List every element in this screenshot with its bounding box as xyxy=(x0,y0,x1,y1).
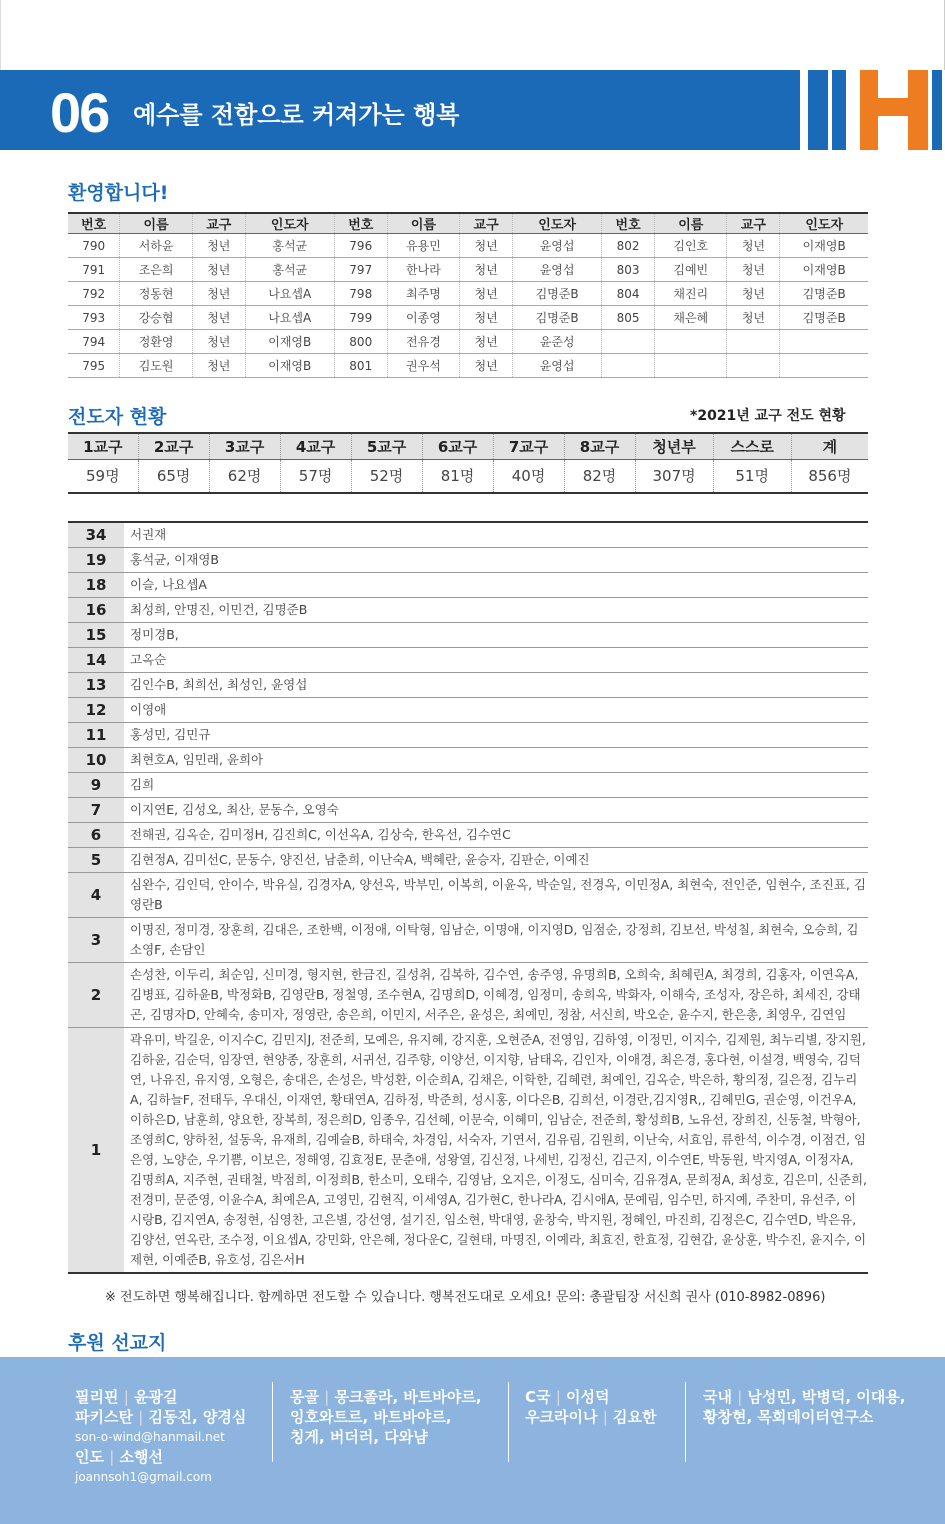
email-text: joannsoh1@gmail.com xyxy=(75,1470,212,1484)
welcome-table xyxy=(68,212,868,378)
district-count: 40명 xyxy=(493,459,564,493)
column-header: 인도자 xyxy=(780,213,868,234)
district-header: 4교구 xyxy=(280,433,351,459)
district-count: 57명 xyxy=(280,459,351,493)
table-cell: 793 xyxy=(68,306,120,330)
ranking-row xyxy=(68,573,868,598)
evangelist-count: 5 xyxy=(68,848,124,873)
table-cell: 청년 xyxy=(727,234,780,258)
table-cell: 청년 xyxy=(192,330,245,354)
ranking-table xyxy=(68,521,868,1274)
table-cell: 청년 xyxy=(460,330,513,354)
ranking-row xyxy=(68,698,868,723)
ranking-row xyxy=(68,798,868,823)
evangelist-names: 이명진, 정미경, 장훈희, 김대은, 조한백, 이정애, 이탁형, 임남순, 이명애, 이지영D, 임점순, 강정희, 김보선, 박성칠, 최현숙, 오승희, 김소영F, 손담인 xyxy=(124,918,868,963)
table-cell: 김인호 xyxy=(655,234,727,258)
district-header: 청년부 xyxy=(635,433,713,459)
table-cell: 797 xyxy=(334,258,387,282)
column-header: 교구 xyxy=(460,213,513,234)
evangelist-names: 고옥순 xyxy=(124,648,868,673)
evangelist-names: 손성찬, 이두리, 최순임, 신미경, 형지현, 한금진, 길성취, 김복하, 김수연, 송주영, 유명희B, 오희숙, 최혜린A, 최경희, 김홍자, 이연옥A, 김병표, 김하윤B, 박정화B, 김영란B, 정철영, 조수현A, 김명희D, 이혜경, 임정미, 송희옥, 박화자, 이해숙, 조성자, 장은하, 최세진, 강태곤, 김명자D, 안혜숙, 송미자, 정영란, 송은희, 이민지, 서주은, 윤성은, 최예민, 정참, 서신희, 박오순, 윤수지, 한은총, 최영우, 김연임 xyxy=(124,963,868,1028)
evangelist-count: 7 xyxy=(68,798,124,823)
table-row xyxy=(68,282,868,306)
evangelist-count: 15 xyxy=(68,623,124,648)
table-cell: 김명준B xyxy=(513,282,602,306)
missionary-names: 이성덕 xyxy=(566,1388,610,1406)
evangelist-names: 최현호A, 임민래, 윤희아 xyxy=(124,748,868,773)
evangelist-count: 9 xyxy=(68,773,124,798)
support-col-2: 몽골 | 몽크졸라, 바트바야르, 잉호와트르, 바트바야르, 칭게, 버더러, 다와냠 xyxy=(290,1388,482,1446)
district-header: 1교구 xyxy=(68,433,138,459)
district-count: 307명 xyxy=(635,459,713,493)
district-count: 52명 xyxy=(351,459,422,493)
table-cell: 청년 xyxy=(460,234,513,258)
table-cell: 799 xyxy=(334,306,387,330)
evangelism-table xyxy=(68,432,868,494)
missionary-names: 윤광길 xyxy=(134,1388,178,1406)
country-label: 국내 xyxy=(703,1388,732,1406)
evangelist-count: 10 xyxy=(68,748,124,773)
evangelist-count: 13 xyxy=(68,673,124,698)
divider xyxy=(272,1382,273,1462)
country-label: 필리핀 xyxy=(75,1388,119,1406)
district-count: 51명 xyxy=(713,459,791,493)
table-cell: 청년 xyxy=(192,306,245,330)
evangelist-names: 홍성민, 김민규 xyxy=(124,723,868,748)
evangelism-title: 전도자 현황 xyxy=(68,406,167,428)
table-cell: 803 xyxy=(602,258,655,282)
column-header: 번호 xyxy=(602,213,655,234)
column-header: 교구 xyxy=(727,213,780,234)
table-cell xyxy=(602,330,655,354)
table-cell: 김명준B xyxy=(780,282,868,306)
table-cell: 윤영섭 xyxy=(513,234,602,258)
table-cell: 나요셉A xyxy=(245,306,334,330)
column-header: 번호 xyxy=(334,213,387,234)
column-header: 번호 xyxy=(68,213,120,234)
section-title: 예수를 전함으로 커져가는 행복 xyxy=(133,101,460,129)
table-cell: 서하윤 xyxy=(120,234,192,258)
ranking-row xyxy=(68,648,868,673)
table-cell: 윤영섭 xyxy=(513,258,602,282)
evangelist-names: 김희 xyxy=(124,773,868,798)
column-header: 이름 xyxy=(120,213,192,234)
table-cell xyxy=(727,330,780,354)
ranking-row xyxy=(68,873,868,918)
table-cell xyxy=(780,354,868,378)
ranking-row xyxy=(68,848,868,873)
column-header: 이름 xyxy=(655,213,727,234)
support-col-3: C국 | 이성덕 우크라이나 | 김요한 xyxy=(525,1388,657,1426)
table-cell xyxy=(655,330,727,354)
table-cell: 790 xyxy=(68,234,120,258)
district-header: 3교구 xyxy=(209,433,280,459)
table-cell xyxy=(655,354,727,378)
table-cell: 김예빈 xyxy=(655,258,727,282)
country-label: 인도 xyxy=(75,1448,104,1466)
column-header: 이름 xyxy=(387,213,459,234)
evangelist-names: 홍석균, 이재영B xyxy=(124,548,868,573)
table-row xyxy=(68,258,868,282)
district-count: 62명 xyxy=(209,459,280,493)
district-header: 스스로 xyxy=(713,433,791,459)
table-row xyxy=(68,306,868,330)
table-cell: 805 xyxy=(602,306,655,330)
missionary-names: 김동진, 양경심 xyxy=(148,1408,247,1426)
support-col-1: 필리핀 | 윤광길 파키스탄 | 김동진, 양경심 son-o-wind@hanmail.net 인도 | 소행선 joannsoh1@gmail.com xyxy=(75,1387,246,1487)
evangelist-names: 이슬, 나요셉A xyxy=(124,573,868,598)
ranking-row xyxy=(68,673,868,698)
table-cell: 청년 xyxy=(727,258,780,282)
district-count: 65명 xyxy=(138,459,209,493)
table-cell: 한나라 xyxy=(387,258,459,282)
ranking-row xyxy=(68,748,868,773)
evangelist-names: 김현정A, 김미선C, 문동수, 양진선, 남춘희, 이난숙A, 백혜란, 윤승자, 김판순, 이예진 xyxy=(124,848,868,873)
table-cell: 청년 xyxy=(727,306,780,330)
evangelist-count: 16 xyxy=(68,598,124,623)
district-count: 82명 xyxy=(564,459,635,493)
table-row xyxy=(68,234,868,258)
ranking-row xyxy=(68,963,868,1028)
evangelist-count: 3 xyxy=(68,918,124,963)
evangelism-note: *2021년 교구 전도 현황 xyxy=(690,408,846,424)
evangelist-count: 19 xyxy=(68,548,124,573)
country-label: 우크라이나 xyxy=(525,1408,598,1426)
table-cell xyxy=(727,354,780,378)
divider xyxy=(508,1382,509,1462)
table-cell: 청년 xyxy=(192,354,245,378)
column-header: 인도자 xyxy=(245,213,334,234)
divider xyxy=(685,1382,686,1462)
table-cell: 이재영B xyxy=(245,354,334,378)
evangelist-names: 이영애 xyxy=(124,698,868,723)
column-header: 교구 xyxy=(192,213,245,234)
ranking-row xyxy=(68,522,868,548)
missionary-names: 김요한 xyxy=(612,1408,657,1426)
district-header: 7교구 xyxy=(493,433,564,459)
evangelist-count: 4 xyxy=(68,873,124,918)
missionary-names: 황창현, 목회데이터연구소 xyxy=(703,1408,874,1426)
table-cell: 조은희 xyxy=(120,258,192,282)
ranking-row xyxy=(68,773,868,798)
table-row xyxy=(68,354,868,378)
table-cell: 김도원 xyxy=(120,354,192,378)
missionary-names: 잉호와트르, 바트바야르, xyxy=(290,1408,452,1426)
church-logo xyxy=(800,70,945,150)
missionary-names: 몽크졸라, 바트바야르, xyxy=(334,1388,482,1406)
table-cell: 청년 xyxy=(192,234,245,258)
section-number: 06 xyxy=(50,81,109,144)
evangelist-count: 34 xyxy=(68,522,124,548)
evangelist-names: 심완수, 김인덕, 안이수, 박유실, 김경자A, 양선옥, 박부민, 이복희, 이윤옥, 박순일, 전경옥, 이민정A, 최현숙, 전인준, 임현수, 조진표, 김영란B xyxy=(124,873,868,918)
table-cell: 채진리 xyxy=(655,282,727,306)
table-cell: 이종영 xyxy=(387,306,459,330)
country-label: C국 xyxy=(525,1388,551,1406)
table-cell: 권우석 xyxy=(387,354,459,378)
evangelist-count: 1 xyxy=(68,1028,124,1274)
evangelist-names: 이지연E, 김성오, 최산, 문동수, 오영숙 xyxy=(124,798,868,823)
welcome-title: 환영합니다! xyxy=(68,182,169,204)
table-cell: 청년 xyxy=(460,282,513,306)
table-cell: 윤영섭 xyxy=(513,354,602,378)
table-cell: 792 xyxy=(68,282,120,306)
table-cell: 이재영B xyxy=(245,330,334,354)
table-cell: 청년 xyxy=(192,282,245,306)
ranking-row xyxy=(68,623,868,648)
evangelist-count: 18 xyxy=(68,573,124,598)
table-cell: 802 xyxy=(602,234,655,258)
support-col-4: 국내 | 남성민, 박병덕, 이대용, 황창현, 목회데이터연구소 xyxy=(703,1388,906,1426)
evangelist-names: 서권재 xyxy=(124,522,868,548)
footer-note: ※ 전도하면 행복해집니다. 함께하면 전도할 수 있습니다. 행복전도대로 오세요! 문의: 총괄팀장 서신희 권사 (010-8982-0896) xyxy=(105,1290,826,1305)
table-cell: 청년 xyxy=(460,258,513,282)
table-cell: 홍석균 xyxy=(245,258,334,282)
ranking-row xyxy=(68,1028,868,1274)
ranking-row xyxy=(68,548,868,573)
table-cell: 801 xyxy=(334,354,387,378)
district-count: 81명 xyxy=(422,459,493,493)
table-cell xyxy=(602,354,655,378)
table-cell: 청년 xyxy=(727,282,780,306)
table-cell: 이재영B xyxy=(780,234,868,258)
missionary-names: 칭게, 버더러, 다와냠 xyxy=(290,1428,428,1446)
ranking-row xyxy=(68,823,868,848)
table-cell: 청년 xyxy=(192,258,245,282)
column-header: 인도자 xyxy=(513,213,602,234)
table-cell: 나요셉A xyxy=(245,282,334,306)
table-cell: 791 xyxy=(68,258,120,282)
table-cell: 804 xyxy=(602,282,655,306)
table-cell: 정환영 xyxy=(120,330,192,354)
district-header: 6교구 xyxy=(422,433,493,459)
evangelist-count: 2 xyxy=(68,963,124,1028)
district-header: 2교구 xyxy=(138,433,209,459)
table-cell: 최주명 xyxy=(387,282,459,306)
support-panel xyxy=(0,1357,945,1524)
district-header: 5교구 xyxy=(351,433,422,459)
ranking-row xyxy=(68,723,868,748)
table-cell: 윤준성 xyxy=(513,330,602,354)
evangelist-count: 12 xyxy=(68,698,124,723)
district-count: 856명 xyxy=(791,459,868,493)
email-text: son-o-wind@hanmail.net xyxy=(75,1430,225,1444)
country-label: 파키스탄 xyxy=(75,1408,133,1426)
table-cell: 홍석균 xyxy=(245,234,334,258)
district-header: 계 xyxy=(791,433,868,459)
missionary-names: 소행선 xyxy=(119,1448,163,1466)
table-row xyxy=(68,330,868,354)
ranking-row xyxy=(68,598,868,623)
table-cell: 이재영B xyxy=(780,258,868,282)
table-cell: 정동현 xyxy=(120,282,192,306)
evangelist-count: 14 xyxy=(68,648,124,673)
table-cell: 김명준B xyxy=(780,306,868,330)
district-count: 59명 xyxy=(68,459,138,493)
table-cell: 김명준B xyxy=(513,306,602,330)
table-cell: 794 xyxy=(68,330,120,354)
table-cell: 796 xyxy=(334,234,387,258)
evangelist-names: 정미경B, xyxy=(124,623,868,648)
table-cell: 795 xyxy=(68,354,120,378)
table-cell: 유용민 xyxy=(387,234,459,258)
evangelist-names: 전해권, 김옥순, 김미정H, 김진희C, 이선옥A, 김상숙, 한옥선, 김수연C xyxy=(124,823,868,848)
evangelist-names: 곽유미, 박길운, 이지수C, 김민지J, 전준희, 모예은, 유지혜, 강지훈, 오현준A, 전영임, 김하영, 이정민, 이지수, 김제원, 최누리별, 장지원, 김하윤, 김순덕, 임장연, 현양종, 장훈희, 서귀선, 김주향, 이양선, 이지향, 남태옥, 김인자, 이애경, 최은경, 홍다현, 이설경, 백영숙, 김덕연, 나유진, 유지영, 오형은, 송대은, 손성은, 박성환, 이순희A, 김채은, 이학한, 김혜련, 최예인, 김옥순, 박은하, 황의정, 길은정, 김누리A, 김하늘F, 전태두, 우대신, 이재연, 황태연A, 김하정, 박준희, 성시홍, 이다은B, 김희선, 이경란,김지영R,, 김혜민G, 권순영, 이건우A, 이하은D, 남훈희, 양요한, 장복희, 정은희D, 임종우, 김선혜, 이문숙, 이혜미, 임남순, 전준희, 황성희B, 노유선, 장희진, 신동철, 박형아, 조영희C, 양하천, 설동욱, 유재희, 김예슬B, 하태숙, 차경임, 서숙자, 기연서, 김유림, 김원희, 이난숙, 서효임, 류한석, 이수경, 이점건, 임은영, 노양순, 우기쁨, 이보은, 정해영, 김효정E, 문춘애, 성왕열, 김신정, 나세빈, 김정신, 김근지, 이수연E, 박동원, 박지영A, 이정자A, 김명희A, 지주현, 권태철, 박점희, 이정희B, 한소미, 오태수, 김영남, 오지은, 이정도, 심미숙, 김유경A, 문희정A, 최성호, 김은미, 신준희, 전경미, 문준영, 이윤수A, 최예은A, 고영민, 김현직, 이세영A, 김가현C, 한나라A, 김시애A, 문예림, 임수민, 하지예, 주찬미, 유선주, 이시랑B, 김지연A, 송정현, 심영찬, 고은별, 강선영, 설기진, 임소현, 박대영, 윤창숙, 박지원, 정혜인, 마진희, 김정은C, 김수연D, 박은유, 김양선, 연옥란, 조수정, 이요셉A, 강민화, 안은혜, 정다운C, 길현태, 마명진, 이예라, 최효진, 한효정, 김현갑, 윤상훈, 박수진, 윤지수, 이제현, 이예준B, 유호성, 김은서H xyxy=(124,1028,868,1274)
table-cell: 전유경 xyxy=(387,330,459,354)
support-title: 후원 선교지 xyxy=(68,1332,167,1354)
district-header: 8교구 xyxy=(564,433,635,459)
country-label: 몽골 xyxy=(290,1388,319,1406)
top-margin xyxy=(0,0,945,70)
table-cell: 채은혜 xyxy=(655,306,727,330)
evangelist-count: 11 xyxy=(68,723,124,748)
table-cell: 청년 xyxy=(460,306,513,330)
table-cell: 798 xyxy=(334,282,387,306)
ranking-row xyxy=(68,918,868,963)
table-cell: 강승협 xyxy=(120,306,192,330)
evangelist-names: 김인수B, 최희선, 최성인, 윤영섭 xyxy=(124,673,868,698)
missionary-names: 남성민, 박병덕, 이대용, xyxy=(747,1388,906,1406)
table-cell: 800 xyxy=(334,330,387,354)
evangelist-count: 6 xyxy=(68,823,124,848)
table-cell xyxy=(780,330,868,354)
table-cell: 청년 xyxy=(460,354,513,378)
evangelist-names: 최성희, 안명진, 이민건, 김명준B xyxy=(124,598,868,623)
